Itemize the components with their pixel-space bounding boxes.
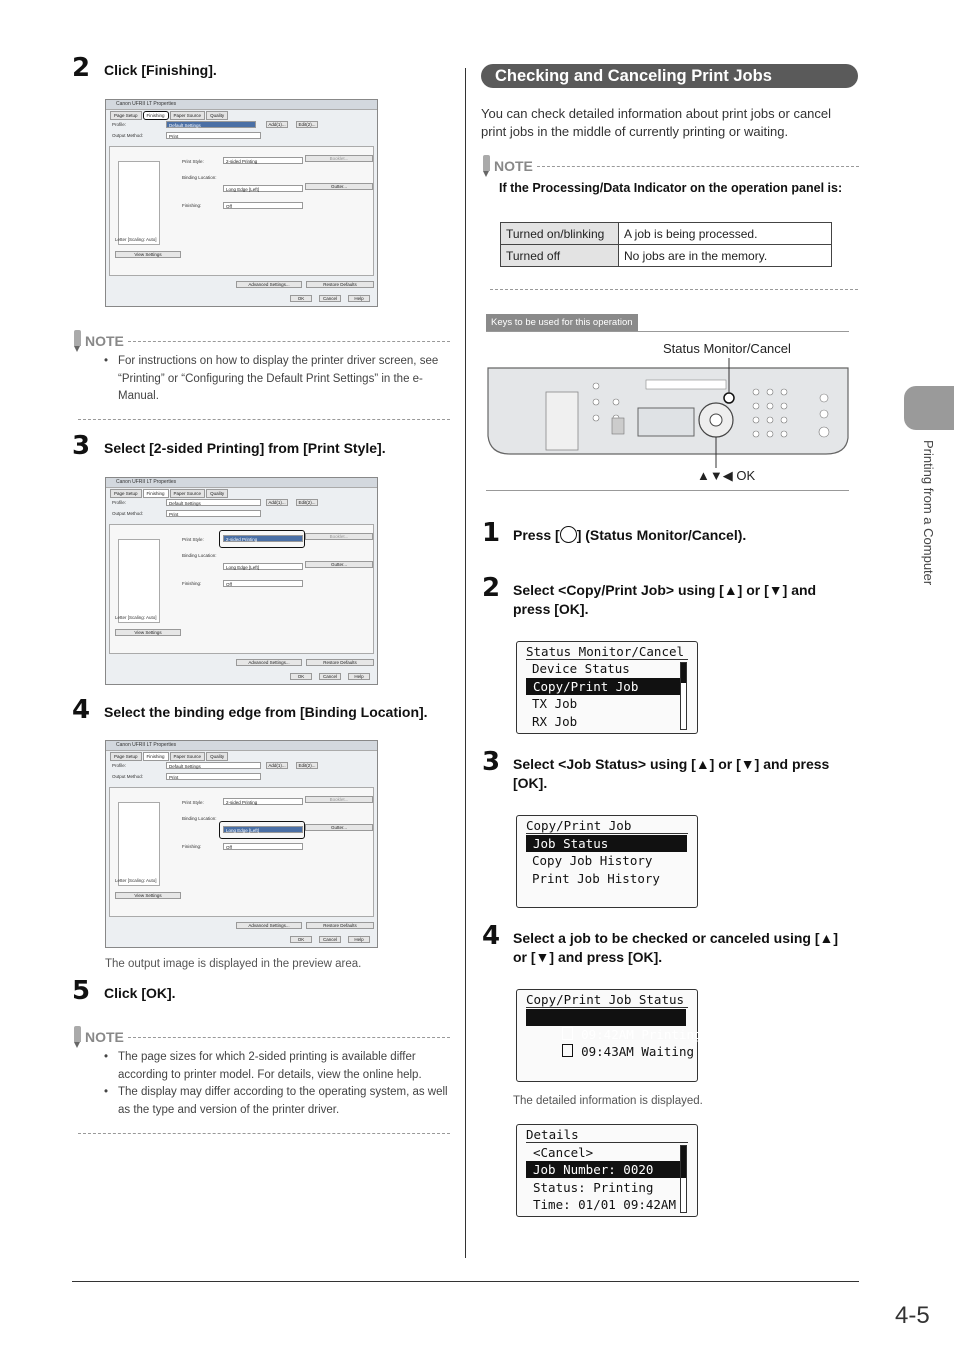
driver-screenshot-print-style [105, 477, 378, 685]
lcd-title: Status Monitor/Cancel [526, 644, 685, 659]
finishing-label: Finishing: [182, 581, 202, 586]
lcd-screen [516, 989, 702, 1082]
keys-rule [486, 331, 849, 332]
table-row [501, 223, 832, 245]
lcd-menu-item[interactable]: Print Job History [532, 871, 660, 886]
status-monitor-key-icon [560, 526, 577, 543]
tab-page-setup[interactable]: Page Setup [110, 752, 142, 761]
profile-label: Profile: [112, 122, 127, 127]
step-number: 2 [72, 53, 91, 83]
ok-button[interactable]: OK [290, 673, 312, 680]
preview-caption: Letter [Scaling: Auto] [115, 878, 157, 883]
note-heading [481, 155, 859, 177]
lcd-title: Copy/Print Job Status [526, 992, 685, 1007]
view-settings-button[interactable]: View Settings [115, 892, 181, 899]
step-text: Press [ ] (Status Monitor/Cancel). [513, 527, 747, 543]
screenshot-caption: The output image is displayed in the preview area. [105, 958, 362, 970]
chapter-tab[interactable] [904, 386, 954, 430]
profile-select[interactable]: Default Settings [166, 762, 261, 769]
pencil-icon [72, 1026, 83, 1048]
tab-quality[interactable]: Quality [206, 111, 228, 120]
status-monitor-key-icon [724, 393, 734, 403]
print-style-select[interactable]: 2-sided Printing [223, 798, 303, 805]
step-text: Select <Copy/Print Job> using [▲] or [▼] and press [OK]. [513, 582, 817, 617]
lcd-menu-item: Time: 01/01 09:42AM [533, 1197, 676, 1212]
lcd-menu-item: Status: Printing [533, 1180, 654, 1195]
finishing-label: Finishing: [182, 844, 202, 849]
table-cell: No jobs are in the memory. [619, 245, 832, 267]
step-text: Select a job to be checked or canceled using [▲] or [▼] and press [OK]. [513, 930, 839, 965]
step-number: 5 [72, 976, 91, 1006]
note-label: NOTE [85, 1029, 124, 1045]
help-button[interactable]: Help [348, 673, 370, 680]
binding-select[interactable]: Long Edge [Left] [223, 185, 303, 192]
gutter-button[interactable]: Gutter... [305, 561, 373, 568]
page-number: 4-5 [895, 1302, 930, 1329]
lcd-menu-item-selected[interactable]: Copy/Print Job [526, 678, 680, 695]
tab-paper-source[interactable]: Paper Source [170, 489, 206, 498]
tab-paper-source[interactable]: Paper Source [170, 752, 206, 761]
lcd-menu-item[interactable]: <Cancel> [533, 1145, 594, 1160]
section-title: Checking and Canceling Print Jobs [495, 67, 772, 85]
ok-button[interactable]: OK [290, 295, 312, 302]
ok-key-label: ▲▼◀ OK [697, 468, 756, 483]
cancel-button[interactable]: Cancel [319, 295, 341, 302]
dialog-title: Canon UFRII LT Properties [106, 100, 377, 110]
lcd-menu-item[interactable]: TX Job [532, 696, 578, 711]
tab-finishing[interactable]: Finishing [143, 111, 169, 120]
lcd-menu-item-selected[interactable]: 09:42AM Printing [526, 1009, 686, 1026]
profile-label: Profile: [112, 500, 127, 505]
step-number: 4 [72, 695, 91, 725]
step-number: 3 [72, 431, 91, 461]
note-label: NOTE [494, 158, 533, 174]
tab-quality[interactable]: Quality [206, 489, 228, 498]
note-heading-text: If the Processing/Data Indicator on the operation panel is: [499, 181, 843, 195]
column-divider [465, 68, 466, 1258]
note-heading [72, 1026, 450, 1048]
intro-text: You can check detailed information about print jobs or cancel print jobs in the middle of currently printing or waiting. [481, 106, 832, 139]
ok-button[interactable]: OK [290, 936, 312, 943]
edit-button[interactable]: Edit(2)... [296, 499, 318, 506]
note-bullet: • For instructions on how to display the printer driver screen, see “Printing” or “Configuring the Default Print Settings” in the e-Manual. [104, 355, 439, 402]
profile-select[interactable]: Default Settings [166, 499, 261, 506]
advanced-settings-button[interactable]: Advanced Settings... [236, 281, 302, 288]
tab-finishing[interactable]: Finishing [143, 489, 169, 498]
output-label: Output Method: [112, 133, 144, 138]
lcd-caption: The detailed information is displayed. [513, 1095, 703, 1107]
tab-quality[interactable]: Quality [206, 752, 228, 761]
preview-caption: Letter [Scaling: Auto] [115, 237, 157, 242]
highlight-box [219, 821, 305, 839]
step-number: 2 [482, 573, 501, 603]
keys-label: Keys to be used for this operation [486, 314, 638, 331]
status-key-label: Status Monitor/Cancel [663, 341, 791, 356]
lcd-scrollbar[interactable] [680, 1145, 687, 1213]
driver-screenshot-binding [105, 740, 378, 948]
tab-page-setup[interactable]: Page Setup [110, 489, 142, 498]
lcd-menu-item[interactable]: 09:43AM Waiting [526, 1026, 686, 1043]
lcd-menu-item-selected[interactable]: Job Number: 0020 [526, 1161, 680, 1178]
lcd-menu-item[interactable]: Copy Job History [532, 853, 653, 868]
lcd-title: Copy/Print Job [526, 818, 632, 833]
lcd-menu-item-selected[interactable]: Job Status [526, 835, 687, 852]
booklet-button[interactable]: Booklet... [305, 155, 373, 162]
profile-select[interactable]: Default Settings [166, 121, 256, 128]
output-select[interactable]: Print [166, 132, 261, 139]
dialog-title: Canon UFRII LT Properties [106, 741, 377, 751]
gutter-button[interactable]: Gutter... [305, 824, 373, 831]
footer-rule [72, 1281, 859, 1282]
pencil-icon [481, 155, 492, 177]
pencil-icon [72, 330, 83, 352]
preview-area [118, 161, 160, 245]
step-text: Select <Job Status> using [▲] or [▼] and press [OK]. [513, 756, 830, 791]
finishing-select[interactable]: Off [223, 580, 303, 587]
add-button[interactable]: Add(1)... [266, 762, 288, 769]
finishing-select[interactable]: Off [223, 202, 303, 209]
binding-label: Binding Location: [182, 816, 217, 821]
preview-caption: Letter [Scaling: Auto] [115, 615, 157, 620]
print-style-select[interactable]: 2-sided Printing [223, 157, 303, 164]
restore-defaults-button[interactable]: Restore Defaults [306, 922, 374, 929]
print-style-label: Print Style: [182, 159, 204, 164]
lcd-title: Details [526, 1127, 579, 1142]
keys-rule [486, 490, 849, 491]
output-label: Output Method: [112, 774, 144, 779]
note-divider [490, 289, 858, 290]
cancel-button[interactable]: Cancel [319, 936, 341, 943]
note-divider [78, 1133, 450, 1134]
advanced-settings-button[interactable]: Advanced Settings... [236, 922, 302, 929]
edit-button[interactable]: Edit(2)... [296, 121, 318, 128]
step-text: Select the binding edge from [Binding Location]. [104, 704, 428, 720]
finishing-select[interactable]: Off [223, 843, 303, 850]
restore-defaults-button[interactable]: Restore Defaults [306, 281, 374, 288]
gutter-button[interactable]: Gutter... [305, 183, 373, 190]
help-button[interactable]: Help [348, 936, 370, 943]
lcd-menu-item[interactable]: RX Job [532, 714, 578, 729]
preview-area [118, 539, 160, 623]
lcd-menu-item[interactable]: Device Status [532, 661, 630, 676]
print-style-label: Print Style: [182, 537, 204, 542]
driver-screenshot-finishing [105, 99, 378, 307]
lcd-scrollbar[interactable] [680, 662, 687, 730]
step-text: Click [OK]. [104, 985, 176, 1001]
lcd-screen [516, 815, 698, 908]
step-text: Select [2-sided Printing] from [Print Style]. [104, 440, 386, 456]
booklet-button[interactable]: Booklet... [305, 533, 373, 540]
cancel-button[interactable]: Cancel [319, 673, 341, 680]
step-number: 3 [482, 747, 501, 777]
view-settings-button[interactable]: View Settings [115, 251, 181, 258]
note-bullet: • The display may differ according to the operating system, as well as the type and version of the printer driver. [104, 1086, 448, 1116]
note-heading [72, 330, 450, 352]
step-number: 1 [482, 518, 501, 548]
binding-label: Binding Location: [182, 175, 217, 180]
job-icon [562, 1044, 573, 1057]
advanced-settings-button[interactable]: Advanced Settings... [236, 659, 302, 666]
binding-select[interactable]: Long Edge [Left] [223, 563, 303, 570]
finishing-label: Finishing: [182, 203, 202, 208]
booklet-button[interactable]: Booklet... [305, 796, 373, 803]
restore-defaults-button[interactable]: Restore Defaults [306, 659, 374, 666]
side-tab-label-wrap [920, 440, 940, 620]
print-style-label: Print Style: [182, 800, 204, 805]
step-number: 4 [482, 921, 501, 951]
step-text: Click [Finishing]. [104, 62, 217, 78]
add-button[interactable]: Add(1)... [266, 121, 288, 128]
tab-page-setup[interactable]: Page Setup [110, 111, 142, 120]
output-select[interactable]: Print [166, 510, 261, 517]
help-button[interactable]: Help [348, 295, 370, 302]
lcd-screen [516, 641, 698, 734]
edit-button[interactable]: Edit(2)... [296, 762, 318, 769]
note-divider [78, 419, 450, 420]
table-cell: A job is being processed. [619, 223, 832, 245]
note-bullet: • The page sizes for which 2-sided printing is available differ according to printer model. For details, view the online help. [104, 1051, 422, 1081]
table-row [501, 245, 832, 267]
binding-select[interactable]: Long Edge [Left] [223, 826, 303, 833]
view-settings-button[interactable]: View Settings [115, 629, 181, 636]
tab-paper-source[interactable]: Paper Source [170, 111, 206, 120]
output-select[interactable]: Print [166, 773, 261, 780]
print-style-select[interactable]: 2-sided Printing [223, 535, 303, 542]
add-button[interactable]: Add(1)... [266, 499, 288, 506]
profile-label: Profile: [112, 763, 127, 768]
tab-finishing[interactable]: Finishing [143, 752, 169, 761]
highlight-box [219, 530, 305, 548]
output-label: Output Method: [112, 511, 144, 516]
side-tab-label: Printing from a Computer [921, 440, 936, 586]
table-cell: Turned off [501, 245, 619, 267]
lcd-screen [516, 1124, 698, 1217]
operation-panel-illustration [486, 358, 850, 470]
binding-label: Binding Location: [182, 553, 217, 558]
dialog-title: Canon UFRII LT Properties [106, 478, 377, 488]
note-label: NOTE [85, 333, 124, 349]
indicator-table [500, 222, 832, 267]
preview-area [118, 802, 160, 886]
section-header [481, 64, 858, 88]
table-cell: Turned on/blinking [501, 223, 619, 245]
